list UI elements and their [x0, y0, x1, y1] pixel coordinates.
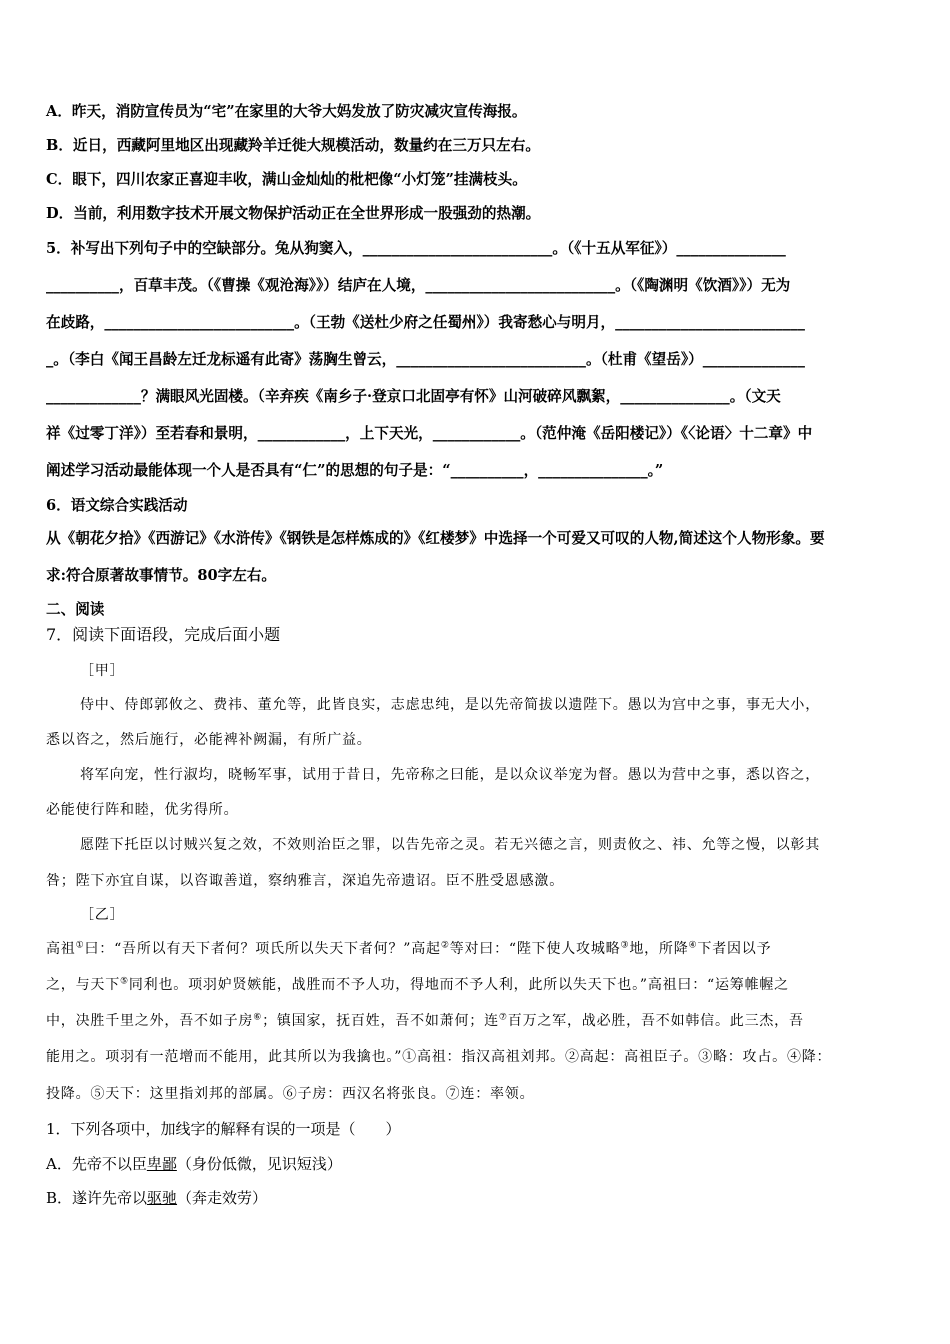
sub1-option-b: B．遂许先帝以驱驰（奔走效劳）: [46, 1189, 268, 1207]
q5-line-5: _____________？满眼风光固楼。（辛弃疾《南乡子·登京口北固亭有怀》山河破碎风飘絮，_______________。（文天: [46, 388, 781, 405]
q6-line-2: 求:符合原著故事情节。80字左右。: [46, 567, 277, 584]
yi-line-2: 之，与天下⑤同利也。项羽妒贤嫉能，战胜而不予人功，得地而不予人利，此所以失天下也。”高祖曰：“运筹帷幄之: [46, 976, 789, 993]
jia-line-2: 悉以咨之，然后施行，必能裨补阙漏，有所广益。: [46, 732, 372, 748]
sub1-option-a: A．先帝不以臣卑鄙（身份低微，见识短浅）: [46, 1155, 342, 1173]
q5-line-1: 5．补写出下列句子中的空缺部分。兔从狗窦入，__________________________。（《十五从军征》）_______________: [46, 240, 786, 257]
yi-line-1: 高祖①曰：“吾所以有天下者何？项氏所以失天下者何？”高起②等对曰：“陛下使人攻城略③地，所降④下者因以予: [46, 940, 772, 957]
choice-a: A．昨天，消防宣传员为“宅”在家里的大爷大妈发放了防灾减灾宣传海报。: [46, 103, 527, 120]
jia-label: ［甲］: [80, 663, 125, 679]
yi-line-4: 能用之。项羽有一范增而不能用，此其所以为我擒也。”①高祖：指汉高祖刘邦。②高起：高祖臣子。③略：攻占。④降：: [46, 1049, 832, 1065]
choice-c: C．眼下，四川农家正喜迎丰收，满山金灿灿的枇杷像“小灯笼”挂满枝头。: [46, 171, 527, 188]
q6-title: 6．语文综合实践活动: [46, 497, 188, 514]
choice-b: B．近日，西藏阿里地区出现藏羚羊迁徙大规模活动，数量约在三万只左右。: [46, 137, 540, 154]
choice-d: D．当前，利用数字技术开展文物保护活动正在全世界形成一股强劲的热潮。: [46, 205, 541, 222]
jia-line-6: 咎；陛下亦宜自谋，以咨诹善道，察纳雅言，深追先帝遗诏。臣不胜受恩感激。: [46, 873, 564, 889]
q7-title: 7．阅读下面语段，完成后面小题: [46, 625, 281, 644]
q5-line-4: _。（李白《闻王昌龄左迁龙标遥有此寄》荡胸生曾云，__________________________。（杜甫《望岳》）______________: [46, 351, 805, 368]
jia-line-5: 愿陛下托臣以讨贼兴复之效，不效则治臣之罪，以告先帝之灵。若无兴德之言，则责攸之、祎、允等之慢，以彰其: [80, 837, 820, 853]
section-heading: 二、阅读: [46, 601, 105, 618]
q5-line-2: __________，百草丰茂。（《曹操《观沧海》》）结庐在人境，__________________________。（《陶渊明《饮酒》》）无为: [46, 277, 791, 294]
q6-line-1: 从《朝花夕拾》《西游记》《水浒传》《钢铁是怎样炼成的》《红楼梦》中选择一个可爱又可叹的人物,简述这个人物形象。要: [46, 530, 825, 547]
yi-line-5: 投降。⑤天下：这里指刘邦的部属。⑥子房：西汉名将张良。⑦连：率领。: [46, 1086, 535, 1102]
jia-line-1: 侍中、侍郎郭攸之、费祎、董允等，此皆良实，志虑忠纯，是以先帝简拔以遗陛下。愚以为宫中之事，事无大小，: [80, 697, 820, 713]
q5-line-3: 在歧路，__________________________。（王勃《送杜少府之任蜀州》）我寄愁心与明月，__________________________: [46, 314, 805, 331]
jia-line-3: 将军向宠，性行淑均，晓畅军事，试用于昔日，先帝称之曰能，是以众议举宠为督。愚以为营中之事，悉以咨之，: [80, 767, 820, 783]
sub1-stem: 1．下列各项中，加线字的解释有误的一项是（ ）: [46, 1120, 401, 1138]
q5-line-6: 祥《过零丁洋》）至若春和景明，____________，上下天光，____________。（范仲淹《岳阳楼记》）《〈论语〉十二章》中: [46, 425, 813, 442]
jia-line-4: 必能使行阵和睦，优劣得所。: [46, 802, 239, 818]
yi-label: ［乙］: [80, 907, 125, 923]
q5-line-7: 阐述学习活动最能体现一个人是否具有“仁”的思想的句子是：“__________，_______________。”: [46, 462, 664, 479]
yi-line-3: 中，决胜千里之外，吾不如子房⑥；镇国家，抚百姓，吾不如萧何；连⑦百万之军，战必胜，吾不如韩信。此三杰，吾: [46, 1012, 804, 1029]
